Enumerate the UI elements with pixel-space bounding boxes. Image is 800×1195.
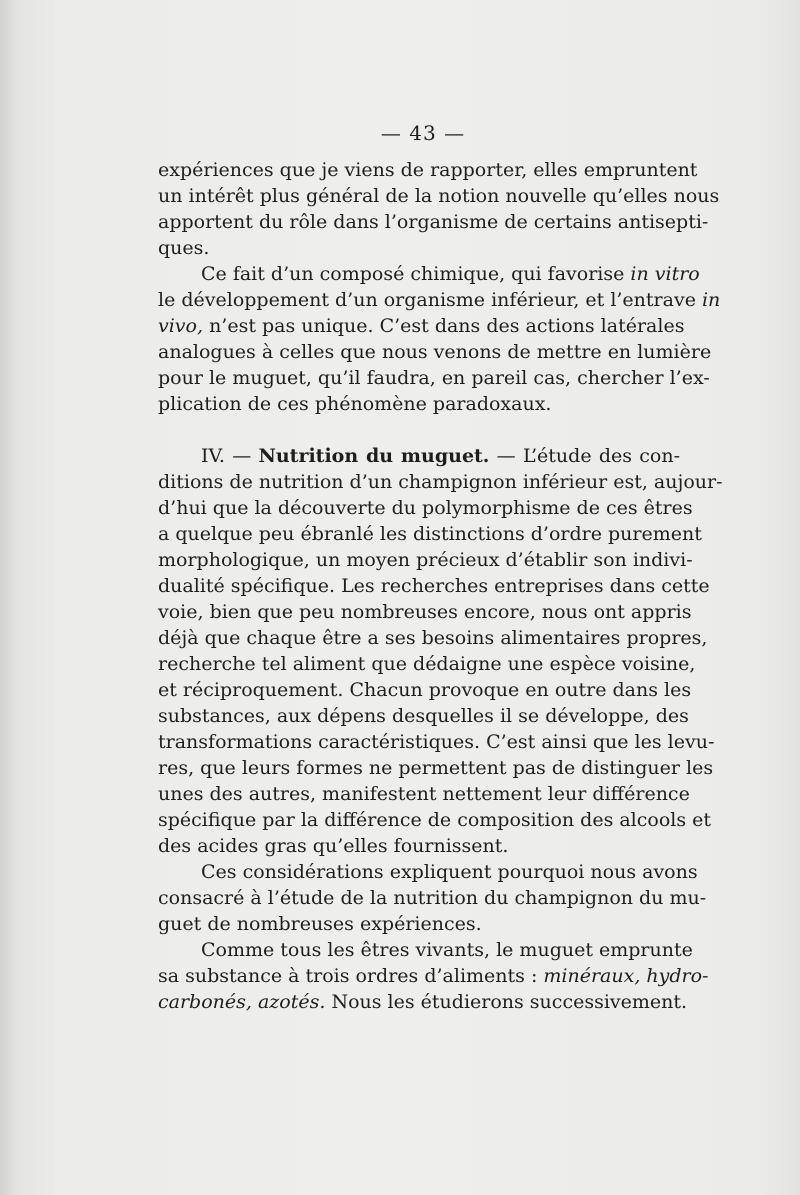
text-line	[158, 313, 685, 339]
text-line: consacré à l’étude de la nutrition du champignon du mu-	[158, 887, 707, 909]
text-line	[201, 261, 700, 287]
italic-text: in	[701, 289, 721, 311]
italic-text: minéraux, hydro-	[543, 965, 709, 987]
text-line: et réciproquement. Chacun provoque en outre dans les	[158, 679, 692, 701]
text-line: unes des autres, manifestent nettement leur différence	[158, 783, 690, 805]
text-segment: Ce fait d’un composé chimique, qui favorise	[201, 263, 631, 285]
text-segment: — L’étude des con-	[489, 445, 680, 467]
text-line	[158, 287, 721, 313]
text-line: morphologique, un moyen précieux d’établir son indivi-	[158, 549, 693, 571]
text-line: spécifique par la différence de composition des alcools et	[158, 809, 712, 831]
text-line: Ces considérations expliquent pourquoi nous avons	[201, 861, 698, 883]
text-line: voie, bien que peu nombreuses encore, nous ont appris	[158, 601, 692, 623]
italic-text: carbonés, azotés.	[158, 991, 326, 1013]
section-title: Nutrition du muguet.	[258, 445, 490, 467]
text-line: ques.	[158, 237, 210, 259]
text-line: Comme tous les êtres vivants, le muguet emprunte	[201, 939, 693, 961]
text-segment: le développement d’un organisme inférieur, et l’entrave	[158, 289, 702, 311]
italic-text: vivo,	[158, 315, 204, 337]
text-line: des acides gras qu’elles fournissent.	[158, 835, 509, 857]
text-line: substances, aux dépens desquelles il se développe, des	[158, 705, 689, 727]
text-line: apportent du rôle dans l’organisme de certains antisepti-	[158, 211, 709, 233]
text-line	[158, 963, 709, 989]
text-line: recherche tel aliment que dédaigne une espèce voisine,	[158, 653, 696, 675]
text-line: plication de ces phénomène paradoxaux.	[158, 393, 552, 415]
text-line	[158, 989, 688, 1015]
text-line: transformations caractéristiques. C’est ainsi que les levu-	[158, 731, 715, 753]
text-line: ditions de nutrition d’un champignon inférieur est, aujour-	[158, 471, 723, 493]
page-number: — 43 —	[380, 121, 466, 145]
text-segment: sa substance à trois ordres d’aliments :	[158, 965, 544, 987]
text-line: expériences que je viens de rapporter, elles empruntent	[158, 159, 698, 181]
text-line: res, que leurs formes ne permettent pas de distinguer les	[158, 757, 714, 779]
text-line: un intérêt plus général de la notion nouvelle qu’elles nous	[158, 185, 720, 207]
section-heading-line	[201, 443, 680, 469]
text-line: a quelque peu ébranlé les distinctions d’ordre purement	[158, 523, 702, 545]
text-line: guet de nombreuses expériences.	[158, 913, 482, 935]
text-line: d’hui que la découverte du polymorphisme de ces êtres	[158, 497, 693, 519]
text-segment: Nous les étudierons successivement.	[325, 991, 688, 1013]
text-segment: n’est pas unique. C’est dans des actions latérales	[203, 315, 685, 337]
italic-text: in vitro	[630, 263, 700, 285]
text-line: analogues à celles que nous venons de mettre en lumière	[158, 341, 712, 363]
text-line: déjà que chaque être a ses besoins alimentaires propres,	[158, 627, 708, 649]
section-number: IV. —	[201, 445, 259, 467]
text-line: pour le muguet, qu’il faudra, en pareil cas, chercher l’ex-	[158, 367, 710, 389]
text-line: dualité spécifique. Les recherches entreprises dans cette	[158, 575, 710, 597]
